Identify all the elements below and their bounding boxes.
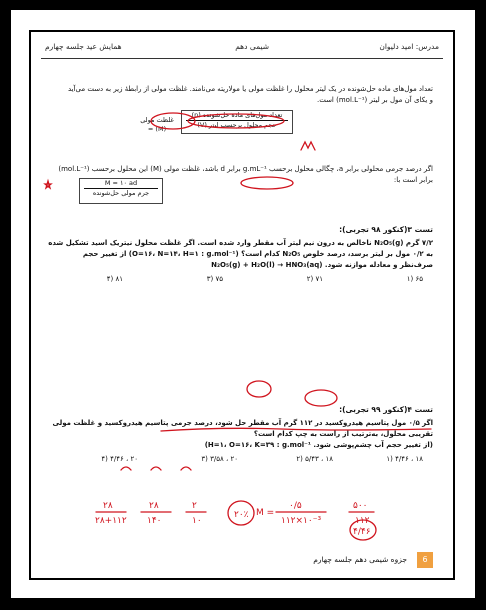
density-line-1: اگر درصد جرمی محلولی برابر a، چگالی محلول برحسب g.mL⁻¹ برابر d باشد، غلظت مولی (M) این محلول برحسب (mol.L⁻¹) <box>58 165 433 173</box>
ink-underline <box>161 428 431 431</box>
formula-denominator: حجم محلول برحسب لیتر (V) <box>197 121 277 129</box>
test4-option-2: ۱۸ ، ۵/۴۳ (۲ <box>296 455 333 463</box>
test4-line-2: تقریبی محلول، به‌ترتیب از راست به چپ کدام است؟ <box>253 430 433 438</box>
ink-m2-bottom: ۱۱۲ <box>355 516 370 526</box>
formula-numerator: تعداد مول‌های ماده حل‌شونده (n) <box>191 111 283 119</box>
ink-fraction-1-bottom: ۲۸+۱۱۲ <box>95 516 127 526</box>
test4-option-3: ۲۰ ، ۳/۵۸ (۳ <box>201 455 238 463</box>
teacher-name: مدرس: امید دلیوان <box>379 42 439 51</box>
ink-fraction-3-top: ۲ <box>192 501 197 511</box>
ink-star <box>45 181 51 188</box>
ink-scribbles <box>121 467 191 470</box>
ink-circle-1 <box>247 381 271 397</box>
page-frame <box>29 30 455 580</box>
test3-line-1: ۷/۲ گرم N₂O₅(g) ناخالص به درون نیم لیتر آب مقطر وارد شده است. اگر غلظت محلول نیتریک اسید تشکیل شده <box>48 239 433 247</box>
test3-line-2: به ۰/۲ مول بر لیتر برسد، درصد خلوص N₂O₅ کدام است؟ (O=۱۶، N=۱۴، H=۱ : g.mol⁻¹) از تغییر حجم <box>82 250 433 258</box>
density-denominator: جرم مولی حل‌شونده <box>92 189 150 197</box>
test3-option-4: ۸۱ (۴ <box>106 275 123 283</box>
ink-m2-top: ۵۰۰ <box>353 501 368 511</box>
test3-title: تست ۳(کنکور ۹۸ تجربی): <box>339 225 433 234</box>
test4-title: تست ۴(کنکور ۹۹ تجربی): <box>339 405 433 414</box>
test4-option-4: ۲۰ ، ۴/۴۶ (۴ <box>101 455 138 463</box>
ink-answer: ۲۰٪ <box>234 510 249 520</box>
handwritten-annotations <box>31 32 457 582</box>
test4-line-1: اگر ۰/۵ مول پتاسیم هیدروکسید در ۱۱۲ گرم آب مقطر حل شود، درصد جرمی پتاسیم هیدروکسید و غلظت مولی <box>52 419 433 427</box>
ink-m-mark <box>301 142 315 150</box>
ink-circle-density <box>241 177 293 189</box>
test3-option-1: ۶۵ (۱ <box>406 275 423 283</box>
test4-line-3: (از تغییر حجم آب چشم‌پوشی شود. H=۱، O=۱۶، K=۳۹ : g.mol⁻¹) <box>204 441 433 449</box>
molarity-line-1: تعداد مول‌های ماده حل‌شونده در یک لیتر محلول را غلظت مولی یا مولاریته می‌نامند. غلظت مولی از رابطهٔ زیر به دست می‌آید <box>67 85 433 93</box>
ink-fraction-3-bottom: ۱۰ <box>192 516 202 526</box>
test3-option-3: ۷۵ (۳ <box>206 275 223 283</box>
density-line-2: برابر است با: <box>393 176 433 184</box>
ink-m-letter: M = <box>256 508 275 518</box>
ink-m-bottom: ۱۱۲×۱۰⁻³ <box>281 516 322 526</box>
ink-circle-molarity <box>188 114 284 128</box>
density-numerator: M = ۱۰ ad <box>104 179 138 187</box>
ink-result: ۴/۴۶ <box>353 527 371 537</box>
test3-option-2: ۷۱ (۲ <box>306 275 323 283</box>
ink-fraction-2-bottom: ۱۴۰ <box>147 516 162 526</box>
page-number: 6 <box>417 552 433 568</box>
course-name: شیمی دهم <box>235 42 269 51</box>
footer-title: جزوه شیمی دهم جلسه چهارم <box>313 555 407 564</box>
ink-fraction-2-top: ۲۸ <box>149 501 159 511</box>
ink-fraction-1-top: ۲۸ <box>103 501 113 511</box>
test3-line-3: صرف‌نظر و معادله موازنه شود. N₂O₅(g) + H₂O(l) → HNO₃(aq) <box>211 261 433 269</box>
test4-option-1: ۱۸ ، ۴/۴۶ (۱ <box>386 455 423 463</box>
session-title: همایش عید جلسه چهارم <box>45 42 122 51</box>
ink-m-top: ۰/۵ <box>289 501 302 511</box>
document-page <box>11 10 475 598</box>
formula-lhs: غلظت مولی (M) = <box>136 116 178 127</box>
molarity-line-2: و یکای آن مول بر لیتر (mol.L⁻¹) است. <box>316 96 433 104</box>
ink-circle-2 <box>305 390 337 406</box>
